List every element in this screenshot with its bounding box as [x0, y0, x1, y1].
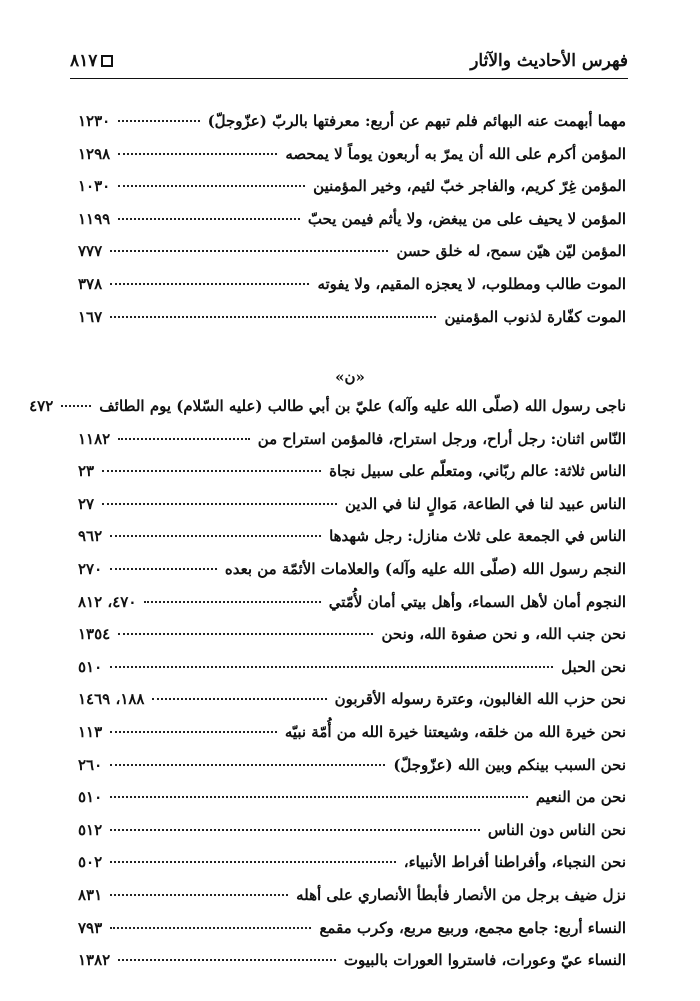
- entry-text: نحن السبب بينكم وبين الله (عزّوجلّ): [393, 755, 626, 774]
- index-entry: [78, 145, 626, 178]
- entry-ref: ٢٧: [78, 494, 95, 513]
- index-entry: [78, 951, 626, 984]
- index-entry: [29, 397, 626, 430]
- index-entry: [78, 756, 626, 789]
- entry-text: نحن من النعيم: [535, 788, 626, 807]
- page-number: [70, 51, 113, 71]
- dot-leader: [110, 829, 480, 831]
- entry-text: المؤمن لا يحيف على من يبغض، ولا يأثم فيمن يحبّ: [307, 209, 626, 228]
- entry-text: الناس في الجمعة على ثلاث منازل: رجل شهدها: [329, 527, 626, 546]
- entry-ref: ١١٩٩: [78, 209, 111, 228]
- dot-leader: [152, 698, 326, 700]
- dot-leader: [110, 861, 396, 863]
- entry-text: نحن حزب الله الغالبون، وعترة رسوله الأقربون: [334, 690, 626, 709]
- dot-leader: [110, 535, 321, 537]
- dot-leader: [110, 666, 553, 668]
- index-entry: [78, 625, 626, 658]
- index-entry: [78, 462, 626, 495]
- dot-leader: [110, 250, 388, 252]
- dot-leader: [118, 185, 305, 187]
- entry-ref: ٧٧٧: [78, 242, 103, 261]
- index-entry: [78, 593, 626, 626]
- entry-ref: ٢٦٠: [78, 755, 103, 774]
- dot-leader: [144, 601, 320, 603]
- entry-ref: ٥١٢: [78, 820, 103, 839]
- index-entry: [78, 308, 626, 341]
- entry-ref: ٥١٠: [78, 788, 103, 807]
- dot-leader: [118, 218, 300, 220]
- dot-leader: [110, 283, 309, 285]
- index-entry: [78, 275, 626, 308]
- dot-leader: [110, 796, 528, 798]
- entry-text: الناس ثلاثة: عالم ربّاني، ومتعلّم على سبيل نجاة: [329, 462, 626, 481]
- dot-leader: [110, 731, 277, 733]
- entry-ref: ١٣٨٢: [78, 951, 111, 970]
- entry-ref: ١٨٨، ١٤٦٩: [78, 690, 145, 709]
- entry-ref: ١٣٥٤: [78, 625, 111, 644]
- section-nun-list: [29, 397, 626, 984]
- entry-ref: ١٠٣٠: [78, 177, 111, 196]
- dot-leader: [118, 438, 249, 440]
- entry-text: النجوم أمان لأهل السماء، وأهل بيتي أمان لأُمّتي: [328, 592, 626, 611]
- index-entry: [78, 112, 626, 145]
- entry-ref: ١١٨٢: [78, 429, 111, 448]
- index-entry: [78, 853, 626, 886]
- dot-leader: [118, 959, 336, 961]
- entry-text: نحن الناس دون الناس: [487, 820, 626, 839]
- entry-text: النجم رسول الله (صلّى الله عليه وآله) والعلامات الأئمّة من بعده: [224, 559, 626, 578]
- page-marker-icon: [101, 55, 113, 67]
- dot-leader: [118, 633, 373, 635]
- dot-leader: [110, 927, 311, 929]
- entry-ref: ١٢٣٠: [78, 112, 111, 130]
- header-divider: [70, 78, 628, 79]
- entry-text: نحن خيرة الله من خلقه، وشيعتنا خيرة الله من أُمّة نبيّه: [284, 722, 626, 741]
- index-entry: [78, 430, 626, 463]
- entry-ref: ٢٣: [78, 462, 95, 481]
- entry-ref: ١٦٧: [78, 307, 103, 326]
- index-entry: [78, 690, 626, 723]
- entry-ref: ١٢٩٨: [78, 144, 111, 163]
- dot-leader: [110, 316, 436, 318]
- index-entry: [78, 210, 626, 243]
- section-heading-nun: «ن»: [335, 368, 365, 386]
- entry-text: الموت طالب ومطلوب، لا يعجزه المقيم، ولا يفوته: [317, 274, 626, 293]
- entry-text: النساء عيّ وعورات، فاستروا العورات بالبيوت: [343, 951, 626, 970]
- index-entry: [78, 495, 626, 528]
- entry-ref: ٧٩٣: [78, 918, 103, 937]
- entry-text: النساء أربع: جامع مجمع، وربيع مربع، وكرب مقمع: [319, 918, 626, 937]
- entry-text: المؤمن غِرّ كريم، والفاجر خبّ لئيم، وخير المؤمنين: [313, 177, 626, 196]
- section-mim-list: [78, 112, 626, 340]
- dot-leader: [61, 405, 91, 407]
- dot-leader: [102, 470, 321, 472]
- index-entry: [78, 560, 626, 593]
- entry-ref: ١١٣: [78, 722, 103, 741]
- dot-leader: [118, 153, 277, 155]
- index-entry: [78, 919, 626, 952]
- entry-ref: ٥٠٢: [78, 853, 103, 872]
- entry-text: النّاس اثنان: رجل أراح، ورجل استراح، فالمؤمن استراح من: [257, 429, 626, 448]
- entry-text: الناس عبيد لنا في الطاعة، مَوالٍ لنا في الدين: [345, 494, 626, 513]
- entry-ref: ٨٣١: [78, 885, 103, 904]
- dot-leader: [118, 120, 199, 122]
- dot-leader: [110, 568, 217, 570]
- page-header: [70, 46, 628, 76]
- index-entry: [78, 658, 626, 691]
- entry-text: نحن جنب الله، و نحن صفوة الله، ونحن: [381, 625, 626, 644]
- index-entry: [78, 527, 626, 560]
- entry-text: الموت كفّارة لذنوب المؤمنين: [444, 307, 626, 326]
- entry-text: المؤمن أكرم على الله أن يمرّ به أربعون يوماً لا يمحصه: [285, 144, 626, 163]
- entry-ref: ٥١٠: [78, 657, 103, 676]
- index-entry: [78, 821, 626, 854]
- page-number-text: ٨١٧: [70, 51, 98, 71]
- dot-leader: [102, 503, 337, 505]
- entry-ref: ٢٧٠: [78, 559, 103, 578]
- entry-text: نحن الحبل: [561, 657, 626, 676]
- index-entry: [78, 242, 626, 275]
- index-entry: [78, 788, 626, 821]
- entry-ref: ٣٧٨: [78, 274, 103, 293]
- entry-ref: ٩٦٢: [78, 527, 103, 546]
- dot-leader: [110, 894, 288, 896]
- entry-text: المؤمن ليّن هيّن سمح، له خلق حسن: [396, 242, 626, 261]
- index-entry: [78, 177, 626, 210]
- page-title: فهرس الأحاديث والآثار: [470, 51, 628, 71]
- entry-ref: ٤٧٢: [29, 397, 54, 415]
- entry-text: نحن النجباء، وأفراطنا أفراط الأنبياء،: [403, 853, 626, 872]
- entry-text: نزل ضيف برجل من الأنصار فأبطأ الأنصاري على أهله: [296, 885, 626, 904]
- entry-text: ناجى رسول الله (صلّى الله عليه وآله) عليّ بن أبي طالب (عليه السّلام) يوم الطائف: [99, 397, 626, 415]
- index-entry: [78, 723, 626, 756]
- dot-leader: [110, 764, 385, 766]
- index-entry: [78, 886, 626, 919]
- entry-text: مهما أبهمت عنه البهائم فلم تبهم عن أربع: معرفتها بالربّ (عزّوجلّ): [207, 112, 626, 130]
- entry-ref: ٤٧٠، ٨١٢: [78, 592, 137, 611]
